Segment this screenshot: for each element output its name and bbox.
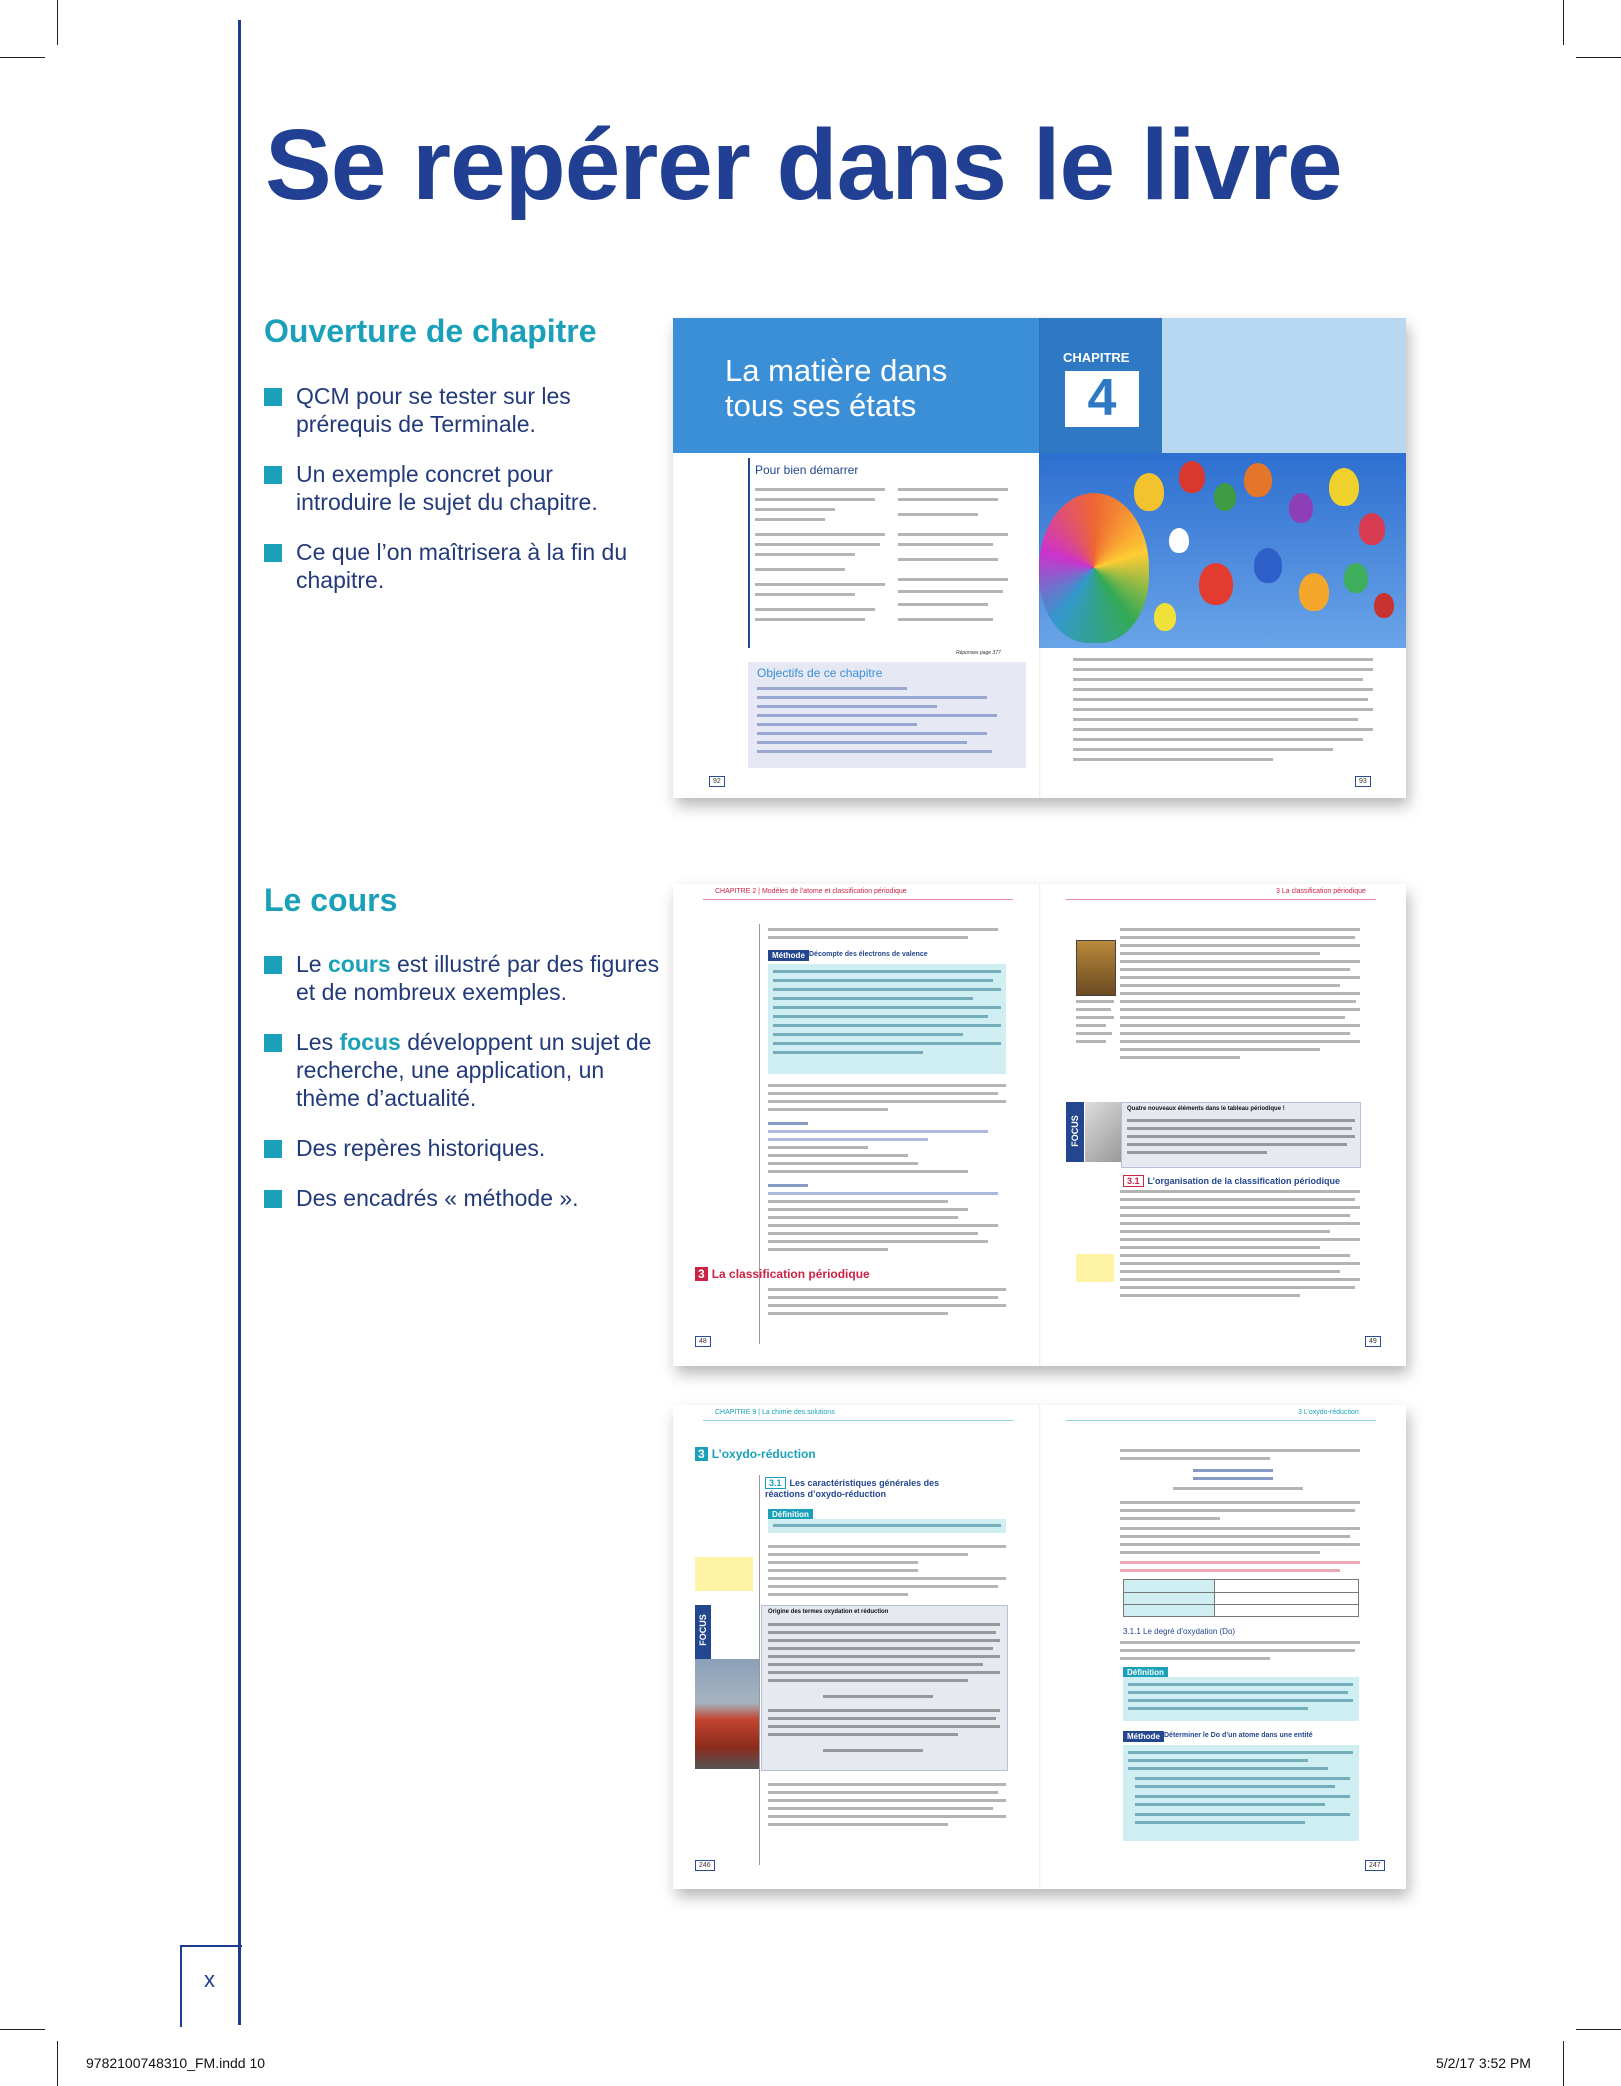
section-heading: 3 L’oxydo-réduction [695, 1447, 816, 1461]
footer-file-info: 9782100748310_FM.indd 10 [86, 2055, 266, 2071]
subsection-heading: 3.1 L’organisation de la classification périodique [1123, 1175, 1340, 1187]
page-title: Se repérer dans le livre [265, 109, 1342, 221]
page-number-left: 92 [709, 776, 725, 787]
start-rule [748, 458, 750, 648]
redox-table [1123, 1579, 1359, 1617]
start-heading: Pour bien démarrer [755, 463, 859, 477]
balloons-photo [1039, 453, 1406, 648]
running-head-right: 3 La classification périodique [1276, 888, 1366, 895]
method-label: Méthode [1123, 1731, 1164, 1742]
square-bullet-icon [264, 388, 282, 406]
top-right-band [1162, 318, 1406, 453]
section-heading-ouverture: Ouverture de chapitre [264, 313, 597, 349]
square-bullet-icon [264, 466, 282, 484]
running-head-right: 3 L’oxydo-réduction [1298, 1409, 1359, 1416]
subsection-heading: 3.1 Les caractéristiques générales des réactions d’oxydo-réduction [765, 1478, 940, 1499]
definition-label: Définition [1123, 1667, 1168, 1678]
list-item: Les focus développent un sujet de recherche, une application, un thème d’actualité. [264, 1028, 664, 1112]
page-number-right: 247 [1365, 1860, 1385, 1871]
focus-label: FOCUS [1069, 1115, 1080, 1147]
chapter-title: La matière dans tous ses états [725, 353, 948, 423]
section-heading-cours: Le cours [264, 882, 398, 918]
page-number-right: 49 [1365, 1336, 1381, 1347]
car-photo [695, 1659, 759, 1769]
focus-title: Origine des termes oxydation et réduction [768, 1609, 889, 1615]
running-head-left: CHAPITRE 9 | La chimie des solutions [715, 1409, 835, 1416]
legend-box [1076, 1254, 1114, 1282]
bullet-list-ouverture [264, 382, 644, 616]
folio: x [204, 1967, 215, 1992]
footer-timestamp: 5/2/17 3:52 PM [1436, 2055, 1531, 2071]
list-item: Un exemple concret pour introduire le sujet du chapitre. [264, 460, 644, 516]
list-item: Des repères historiques. [264, 1134, 664, 1162]
square-bullet-icon [264, 1034, 282, 1052]
crop-mark [1563, 2041, 1564, 2086]
crop-mark [1563, 0, 1564, 45]
focus-label: FOCUS [697, 1614, 708, 1646]
left-column-rule [759, 1475, 760, 1865]
legend-box [695, 1557, 753, 1591]
list-item: QCM pour se tester sur les prérequis de Terminale. [264, 382, 644, 438]
square-bullet-icon [264, 956, 282, 974]
method-label: Méthode [768, 950, 809, 961]
answers-note: Réponses page 377 [956, 650, 1001, 656]
thumbnail-oxydo-pages [673, 1405, 1406, 1889]
left-column-rule [759, 924, 760, 1344]
focus-box [761, 1605, 1008, 1771]
chapter-label: CHAPITRE [1063, 350, 1130, 365]
square-bullet-icon [264, 1140, 282, 1158]
crop-mark [0, 57, 45, 58]
thumbnail-chapter-opener [673, 318, 1406, 798]
subsubsection-heading: 3.1.1 Le degré d’oxydation (Do) [1123, 1627, 1236, 1636]
running-head-left: CHAPITRE 2 | Modèles de l’atome et classification périodique [715, 888, 907, 895]
portrait-image [1076, 940, 1116, 996]
chapter-number: 4 [1087, 369, 1117, 427]
margin-rule [238, 20, 241, 2025]
thumbnail-course-pages [673, 884, 1406, 1366]
focus-image [1085, 1102, 1121, 1162]
objectives-heading: Objectifs de ce chapitre [757, 666, 883, 680]
page-number-left: 246 [695, 1860, 715, 1871]
crop-mark [1576, 57, 1621, 58]
page-number-left: 48 [695, 1336, 711, 1347]
square-bullet-icon [264, 544, 282, 562]
bullet-list-cours [264, 950, 664, 1234]
crop-mark [1576, 2029, 1621, 2030]
crop-mark [0, 2029, 45, 2030]
page-number-right: 93 [1355, 776, 1371, 787]
method-title: Déterminer le Do d’un atome dans une entité [1164, 1732, 1313, 1739]
square-bullet-icon [264, 1190, 282, 1208]
section-heading: 3 La classification périodique [695, 1267, 870, 1281]
list-item: Le cours est illustré par des figures et de nombreux exemples. [264, 950, 664, 1006]
focus-title: Quatre nouveaux éléments dans le tableau périodique ! [1127, 1106, 1285, 1112]
crop-mark [57, 0, 58, 45]
list-item: Ce que l’on maîtrisera à la fin du chapitre. [264, 538, 644, 594]
crop-mark [57, 2041, 58, 2086]
method-title: Décompte des électrons de valence [809, 951, 928, 958]
list-item: Des encadrés « méthode ». [264, 1184, 664, 1212]
folio-box [180, 1945, 242, 2027]
definition-label: Définition [768, 1509, 813, 1520]
